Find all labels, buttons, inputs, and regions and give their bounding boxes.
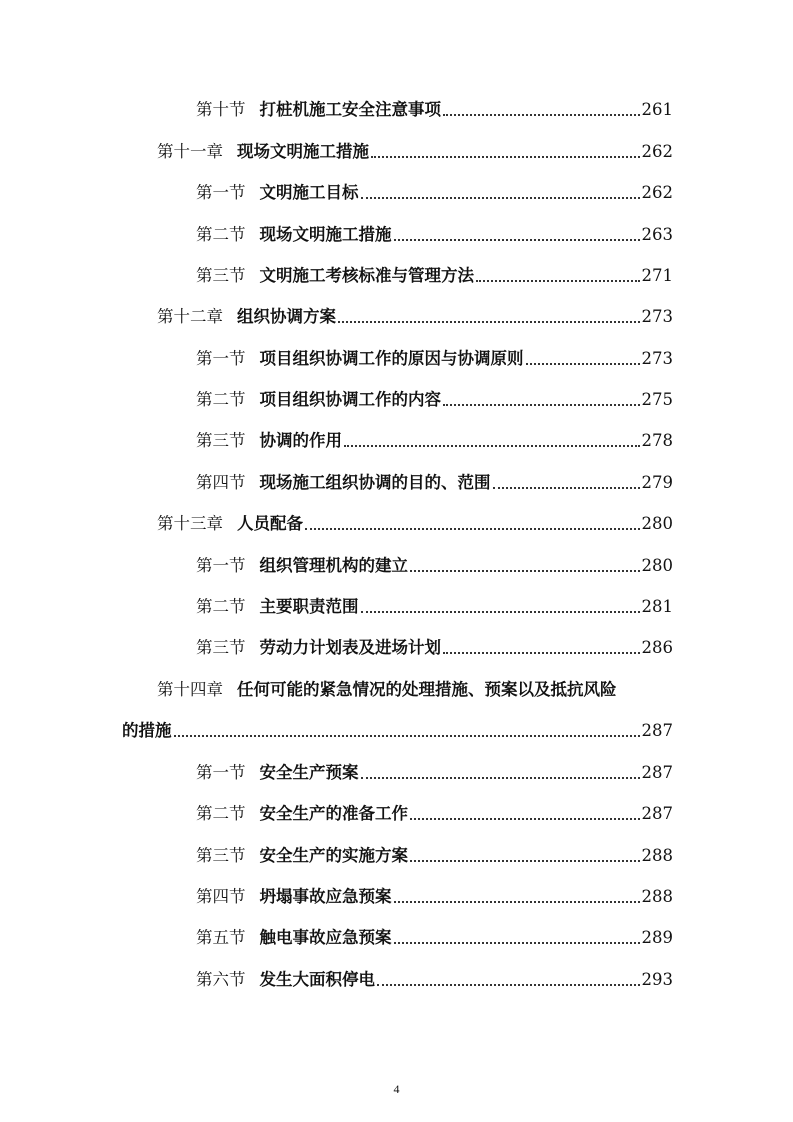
toc-entry-number: 第三节: [196, 846, 246, 865]
toc-entry-page: 288: [641, 887, 673, 906]
dot-leader: [410, 570, 640, 572]
toc-entry-number: 第一节: [196, 556, 246, 575]
toc-entry-title: 组织管理机构的建立: [259, 556, 408, 575]
toc-entry-number: 第十三章: [157, 514, 223, 533]
toc-entry[interactable]: [0, 465, 793, 493]
dot-leader: [410, 860, 640, 862]
toc-entry-number: 第二节: [196, 597, 246, 616]
toc-entry[interactable]: [0, 672, 793, 700]
toc-entry[interactable]: [0, 755, 793, 783]
toc-entry-page: 271: [641, 266, 673, 285]
toc-entry-page: 262: [641, 183, 673, 202]
toc-entry-title: 安全生产的准备工作: [259, 804, 408, 823]
toc-entry-number: 第十四章: [157, 680, 223, 699]
toc-entry-number: 第二节: [196, 390, 246, 409]
toc-entry-title: 文明施工目标: [259, 183, 359, 202]
dot-leader: [526, 363, 640, 365]
toc-entry-page: 279: [641, 473, 673, 492]
dot-leader: [443, 404, 640, 406]
toc-entry[interactable]: [0, 506, 793, 534]
toc-entry-page: 286: [641, 638, 673, 657]
toc-entry[interactable]: [0, 134, 793, 162]
dot-leader: [305, 528, 640, 530]
toc-entry[interactable]: [0, 175, 793, 203]
toc-entry-number: 第十二章: [157, 307, 223, 326]
dot-leader: [344, 445, 640, 447]
toc-entry-page: 280: [641, 514, 673, 533]
dot-leader: [410, 818, 640, 820]
toc-entry-title: 的措施: [122, 721, 172, 740]
dot-leader: [361, 777, 640, 779]
toc-entry-page: 278: [641, 431, 673, 450]
toc-entry-number: 第一节: [196, 349, 246, 368]
toc-entry-page: 275: [641, 390, 673, 409]
toc-entry[interactable]: [0, 796, 793, 824]
toc-entry-page: 280: [641, 556, 673, 575]
toc-entry-title: 安全生产的实施方案: [259, 846, 408, 865]
dot-leader: [174, 735, 640, 737]
toc-entry-page: 288: [641, 846, 673, 865]
toc-entry-page: 273: [641, 349, 673, 368]
toc-entry-page: 281: [641, 597, 673, 616]
toc-entry-number: 第四节: [196, 887, 246, 906]
toc-entry-title: 任何可能的紧急情况的处理措施、预案以及抵抗风险: [237, 680, 617, 699]
dot-leader: [443, 114, 640, 116]
toc-entry-number: 第五节: [196, 928, 246, 947]
toc-entry-title: 现场文明施工措施: [237, 142, 369, 161]
toc-entry[interactable]: [0, 217, 793, 245]
toc-entry-title: 项目组织协调工作的原因与协调原则: [259, 349, 524, 368]
toc-entry[interactable]: [0, 423, 793, 451]
toc-entry-number: 第二节: [196, 804, 246, 823]
toc-entry-page: 261: [641, 100, 673, 119]
toc-entry-title: 触电事故应急预案: [259, 928, 392, 947]
dot-leader: [338, 321, 640, 323]
toc-entry[interactable]: [0, 299, 793, 327]
toc-entry-title: 项目组织协调工作的内容: [259, 390, 441, 409]
dot-leader: [493, 487, 640, 489]
toc-entry[interactable]: [0, 92, 793, 120]
toc-entry-title: 劳动力计划表及进场计划: [259, 638, 441, 657]
toc-entry-number: 第四节: [196, 473, 246, 492]
toc-entry-title: 现场文明施工措施: [259, 225, 392, 244]
toc-entry-number: 第一节: [196, 183, 246, 202]
toc-entry-number: 第二节: [196, 225, 246, 244]
toc-entry-number: 第三节: [196, 431, 246, 450]
toc-entry-page: 287: [641, 721, 673, 740]
toc-entry[interactable]: [0, 838, 793, 866]
toc-entry-title: 组织协调方案: [237, 307, 336, 326]
toc-entry-title: 打桩机施工安全注意事项: [259, 100, 441, 119]
toc-entry-number: 第三节: [196, 266, 246, 285]
toc-entry-number: 第三节: [196, 638, 246, 657]
toc-entry-continuation[interactable]: [0, 713, 793, 741]
toc-entry[interactable]: [0, 962, 793, 990]
toc-entry-title: 主要职责范围: [259, 597, 359, 616]
toc-entry-page: 289: [641, 928, 673, 947]
dot-leader: [377, 984, 640, 986]
dot-leader: [394, 239, 640, 241]
toc-entry[interactable]: [0, 879, 793, 907]
toc-entry-title: 现场施工组织协调的目的、范围: [259, 473, 491, 492]
toc-entry-number: 第一节: [196, 763, 246, 782]
dot-leader: [361, 611, 640, 613]
toc-entry-page: 293: [641, 970, 673, 989]
toc-entry[interactable]: [0, 589, 793, 617]
dot-leader: [476, 280, 640, 282]
toc-entry-page: 273: [641, 307, 673, 326]
toc-entry[interactable]: [0, 341, 793, 369]
toc-entry[interactable]: [0, 258, 793, 286]
toc-entry-number: 第十节: [196, 100, 246, 119]
dot-leader: [394, 901, 640, 903]
page-number: 4: [393, 1082, 400, 1096]
dot-leader: [394, 942, 640, 944]
toc-entry-number: 第六节: [196, 970, 246, 989]
dot-leader: [361, 197, 640, 199]
toc-entry-title: 文明施工考核标准与管理方法: [259, 266, 474, 285]
toc-entry-page: 263: [641, 225, 673, 244]
toc-entry-title: 人员配备: [237, 514, 303, 533]
toc-entry-page: 287: [641, 804, 673, 823]
toc-entry[interactable]: [0, 548, 793, 576]
toc-entry-title: 安全生产预案: [259, 763, 359, 782]
toc-entry[interactable]: [0, 920, 793, 948]
toc-entry[interactable]: [0, 382, 793, 410]
toc-entry-title: 坍塌事故应急预案: [259, 887, 392, 906]
dot-leader: [371, 156, 640, 158]
toc-entry-number: 第十一章: [157, 142, 223, 161]
dot-leader: [443, 652, 640, 654]
toc-entry-page: 262: [641, 142, 673, 161]
toc-entry[interactable]: [0, 630, 793, 658]
toc-entry-title: 协调的作用: [259, 431, 342, 450]
toc-entry-title: 发生大面积停电: [259, 970, 375, 989]
toc-entry-page: 287: [641, 763, 673, 782]
